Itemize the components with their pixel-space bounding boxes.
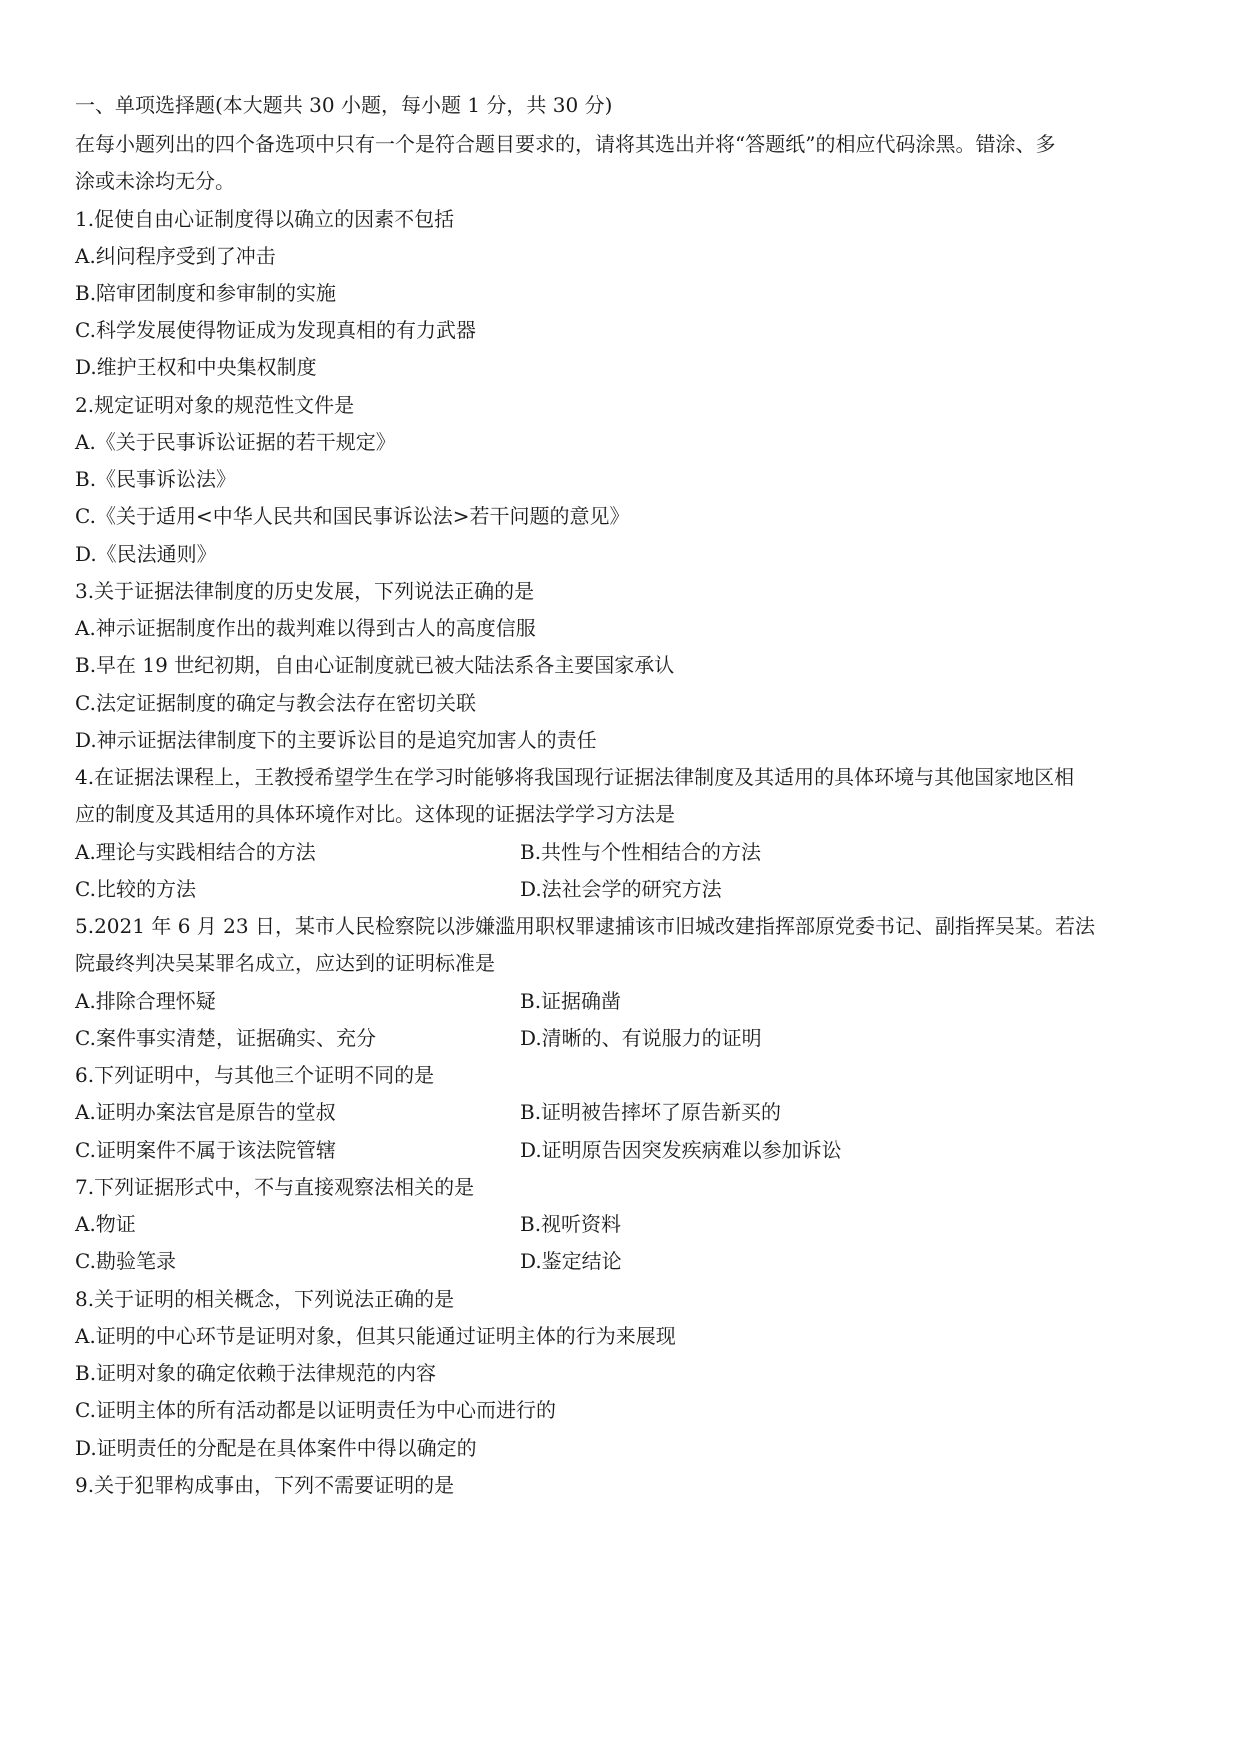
option-a: A.排除合理怀疑 <box>75 989 216 1013</box>
option-c: C.证明案件不属于该法院管辖 <box>75 1138 336 1162</box>
option-d: D.法社会学的研究方法 <box>520 877 722 901</box>
option-b: B.证明对象的确定依赖于法律规范的内容 <box>75 1361 437 1385</box>
instructions-line: 涂或未涂均无分。 <box>75 169 235 193</box>
question-stem: 3.关于证据法律制度的历史发展，下列说法正确的是 <box>75 579 535 603</box>
option-b: B.陪审团制度和参审制的实施 <box>75 281 337 305</box>
question-stem: 2.规定证明对象的规范性文件是 <box>75 393 355 417</box>
option-a: A.纠问程序受到了冲击 <box>75 244 276 268</box>
option-c: C.比较的方法 <box>75 877 196 901</box>
option-d: D.《民法通则》 <box>75 542 217 566</box>
option-c: C.案件事实清楚，证据确实、充分 <box>75 1026 376 1050</box>
option-a: A.证明办案法官是原告的堂叔 <box>75 1100 336 1124</box>
question-stem: 8.关于证明的相关概念，下列说法正确的是 <box>75 1287 455 1311</box>
question-stem-cont: 应的制度及其适用的具体环境作对比。这体现的证据法学学习方法是 <box>75 802 675 826</box>
option-c: C.法定证据制度的确定与教会法存在密切关联 <box>75 691 476 715</box>
option-a: A.理论与实践相结合的方法 <box>75 840 316 864</box>
option-c: C.勘验笔录 <box>75 1249 176 1273</box>
question-stem: 7.下列证据形式中，不与直接观察法相关的是 <box>75 1175 475 1199</box>
option-d: D.鉴定结论 <box>520 1249 622 1273</box>
question-stem: 6.下列证明中，与其他三个证明不同的是 <box>75 1063 435 1087</box>
question-stem: 9.关于犯罪构成事由，下列不需要证明的是 <box>75 1473 455 1497</box>
question-stem-cont: 院最终判决吴某罪名成立，应达到的证明标准是 <box>75 951 495 975</box>
option-b: B.早在 19 世纪初期，自由心证制度就已被大陆法系各主要国家承认 <box>75 653 675 677</box>
option-a: A.《关于民事诉讼证据的若干规定》 <box>75 430 396 454</box>
question-stem: 1.促使自由心证制度得以确立的因素不包括 <box>75 207 455 231</box>
option-c: C.证明主体的所有活动都是以证明责任为中心而进行的 <box>75 1398 556 1422</box>
option-c: C.《关于适用<中华人民共和国民事诉讼法>若干问题的意见》 <box>75 504 630 528</box>
option-d: D.清晰的、有说服力的证明 <box>520 1026 762 1050</box>
option-a: A.证明的中心环节是证明对象，但其只能通过证明主体的行为来展现 <box>75 1324 676 1348</box>
section-title: 一、单项选择题(本大题共 30 小题，每小题 1 分，共 30 分) <box>75 93 613 117</box>
option-a: A.物证 <box>75 1212 136 1236</box>
question-stem: 5.2021 年 6 月 23 日，某市人民检察院以涉嫌滥用职权罪逮捕该市旧城改建指挥部原党委书记、副指挥吴某。若法 <box>75 914 1095 938</box>
option-b: B.证明被告摔坏了原告新买的 <box>520 1100 782 1124</box>
question-stem: 4.在证据法课程上，王教授希望学生在学习时能够将我国现行证据法律制度及其适用的具体环境与其他国家地区相 <box>75 765 1075 789</box>
instructions-line: 在每小题列出的四个备选项中只有一个是符合题目要求的，请将其选出并将“答题纸”的相应代码涂黑。错涂、多 <box>75 132 1056 156</box>
option-b: B.《民事诉讼法》 <box>75 467 237 491</box>
option-b: B.视听资料 <box>520 1212 622 1236</box>
option-a: A.神示证据制度作出的裁判难以得到古人的高度信服 <box>75 616 536 640</box>
option-b: B.证据确凿 <box>520 989 622 1013</box>
option-b: B.共性与个性相结合的方法 <box>520 840 762 864</box>
option-d: D.证明责任的分配是在具体案件中得以确定的 <box>75 1436 477 1460</box>
option-c: C.科学发展使得物证成为发现真相的有力武器 <box>75 318 476 342</box>
option-d: D.证明原告因突发疾病难以参加诉讼 <box>520 1138 842 1162</box>
option-d: D.神示证据法律制度下的主要诉讼目的是追究加害人的责任 <box>75 728 597 752</box>
option-d: D.维护王权和中央集权制度 <box>75 355 317 379</box>
